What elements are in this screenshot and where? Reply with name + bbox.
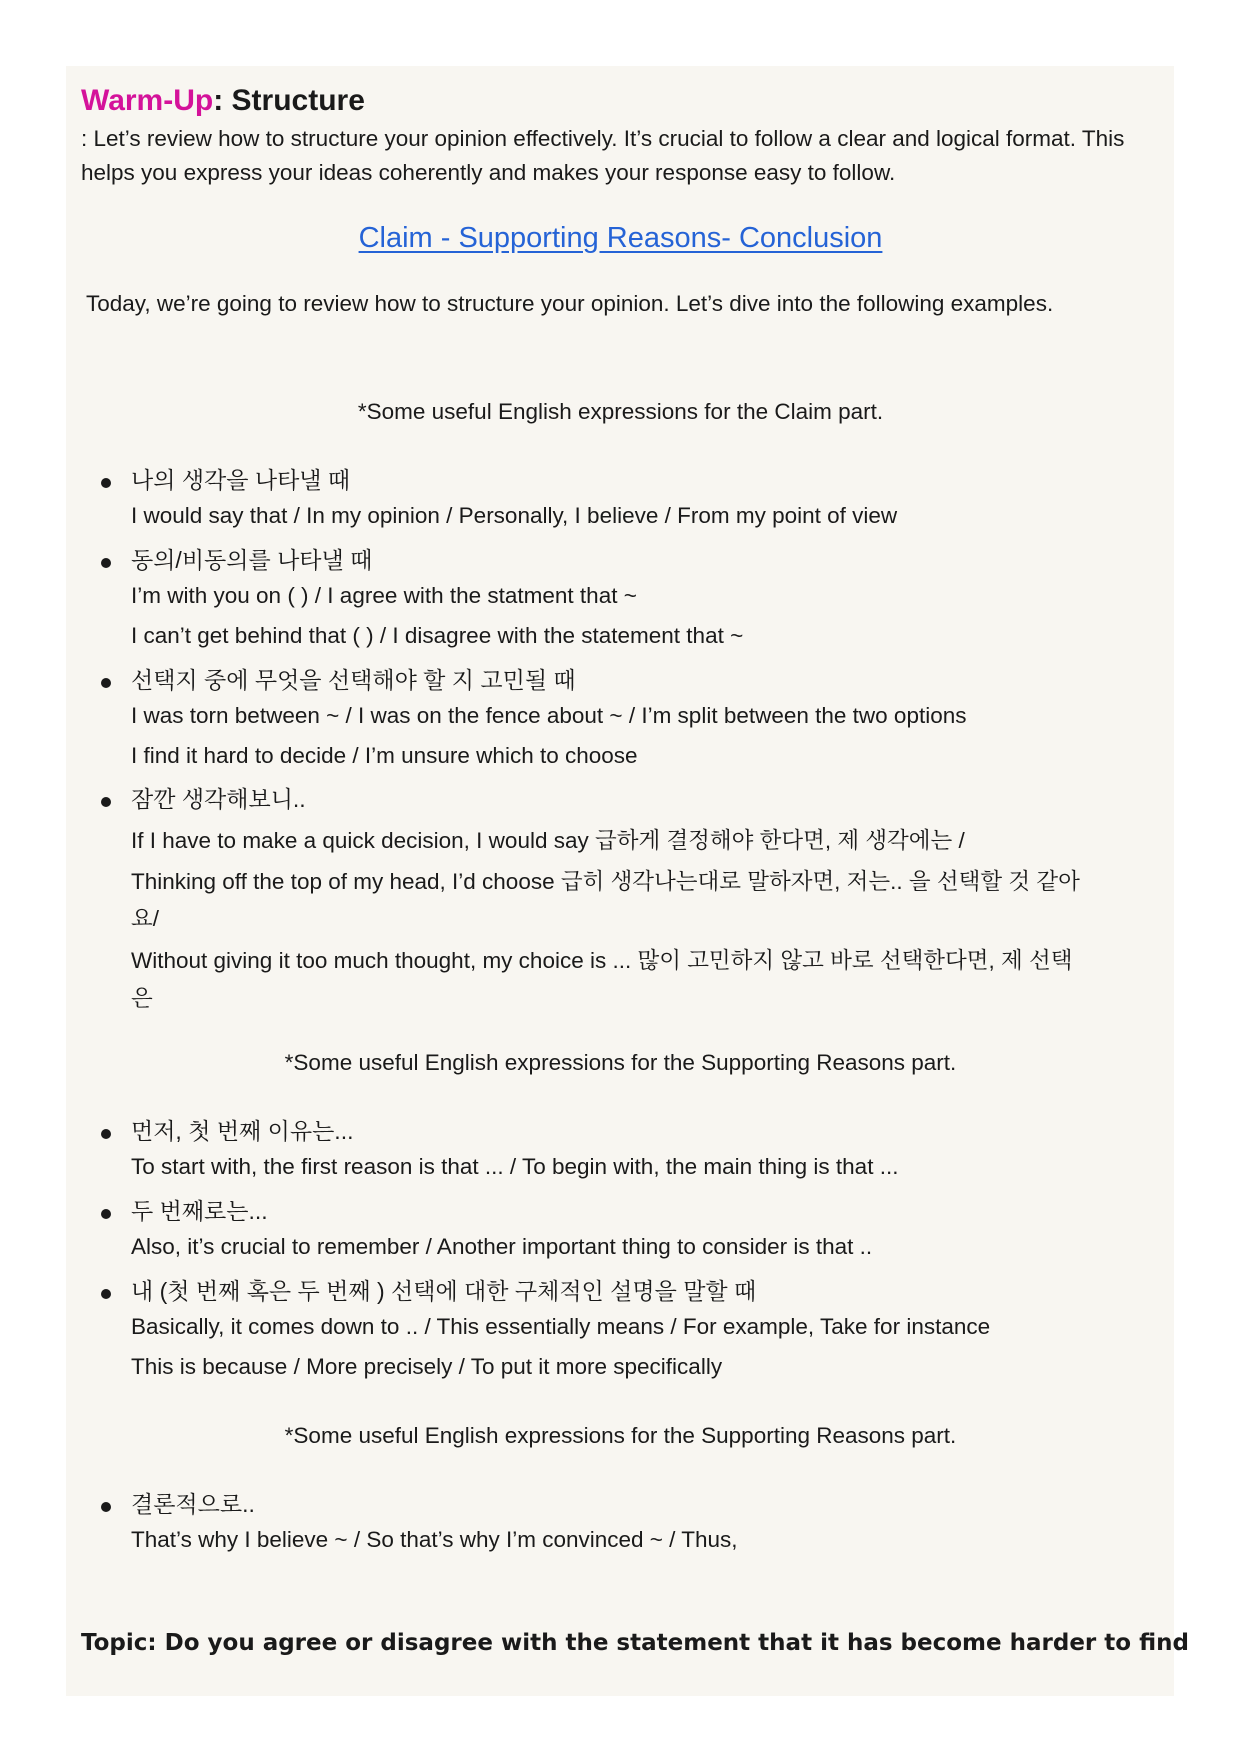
conclusion-bullet-1-label: 결론적으로.. — [131, 1491, 255, 1517]
claim-bullet-4-text-4: Without giving it too much thought, my choice is ... 많이 고민하지 않고 바로 선택한다면, 제 선택 — [131, 948, 1073, 973]
claim-bullet-4-text-3: 요/ — [131, 906, 159, 931]
claim-bullet-2-text-2: I can’t get behind that ( ) / I disagree with the statement that ~ — [131, 623, 744, 648]
reasons-bullet-3-text-1: Basically, it comes down to .. / This essentially means / For example, Take for instance — [131, 1314, 991, 1339]
claim-bullet-3-label: 선택지 중에 무엇을 선택해야 할 지 고민될 때 — [131, 667, 576, 693]
claim-bullet-1-text: I would say that / In my opinion / Personally, I believe / From my point of view — [131, 503, 898, 528]
title-accent: Warm-Up — [81, 84, 214, 117]
bullet-dot — [101, 1502, 111, 1512]
reasons-bullet-1-label: 먼저, 첫 번째 이유는... — [131, 1118, 354, 1144]
bullet-dot — [101, 558, 111, 568]
claim-bullet-2-label: 동의/비동의를 나타낼 때 — [131, 547, 373, 573]
reasons-bullet-1-text: To start with, the first reason is that ... / To begin with, the main thing is that ... — [131, 1154, 899, 1179]
reasons-heading: *Some useful English expressions for the Supporting Reasons part. — [284, 1050, 957, 1075]
section-title — [81, 84, 365, 118]
reasons-bullet-2-text: Also, it’s crucial to remember / Another important thing to consider is that .. — [131, 1234, 873, 1259]
reasons-bullet-3-label: 내 (첫 번째 혹은 두 번째 ) 선택에 대한 구체적인 설명을 말할 때 — [131, 1278, 757, 1304]
claim-bullet-4-text-1: If I have to make a quick decision, I would say 급하게 결정해야 한다면, 제 생각에는 / — [131, 828, 965, 853]
conclusion-bullet-1-text: That’s why I believe ~ / So that’s why I’m convinced ~ / Thus, — [131, 1527, 738, 1552]
bullet-dot — [101, 797, 111, 807]
bullet-dot — [101, 1209, 111, 1219]
intro-paragraph: : Let’s review how to structure your opinion effectively. It’s crucial to follow a clear and logical format. This helps you express your ideas coherently and makes your response easy to follow. — [81, 126, 1125, 185]
claim-heading: *Some useful English expressions for the Claim part. — [357, 399, 884, 424]
today-text: Today, we’re going to review how to structure your opinion. Let’s dive into the following examples. — [86, 291, 1054, 316]
bullet-dot — [101, 478, 111, 488]
bullet-dot — [101, 1129, 111, 1139]
claim-bullet-3-text-2: I find it hard to decide / I’m unsure which to choose — [131, 743, 638, 768]
bullet-dot — [101, 678, 111, 688]
claim-bullet-4-text-5: 은 — [131, 986, 153, 1011]
reasons-bullet-3-text-2: This is because / More precisely / To put it more specifically — [131, 1354, 723, 1379]
claim-bullet-2-text-1: I’m with you on ( ) / I agree with the statment that ~ — [131, 583, 637, 608]
topic-text: Topic: Do you agree or disagree with the statement that it has become harder to find — [81, 1630, 1189, 1656]
conclusion-heading: *Some useful English expressions for the Supporting Reasons part. — [284, 1423, 957, 1448]
claim-bullet-3-text-1: I was torn between ~ / I was on the fence about ~ / I’m split between the two options — [131, 703, 967, 728]
bullet-dot — [101, 1289, 111, 1299]
claim-bullet-1-label: 나의 생각을 나타낼 때 — [131, 467, 351, 493]
claim-bullet-4-label: 잠깐 생각해보니.. — [131, 786, 306, 812]
title-rest: : Structure — [213, 84, 365, 117]
claim-bullet-4-text-2: Thinking off the top of my head, I’d choose 급히 생각나는대로 말하자면, 저는.. 을 선택할 것 같아 — [131, 869, 1080, 894]
structure-link[interactable]: Claim - Supporting Reasons- Conclusion — [358, 222, 883, 254]
reasons-bullet-2-label: 두 번째로는... — [131, 1198, 268, 1224]
